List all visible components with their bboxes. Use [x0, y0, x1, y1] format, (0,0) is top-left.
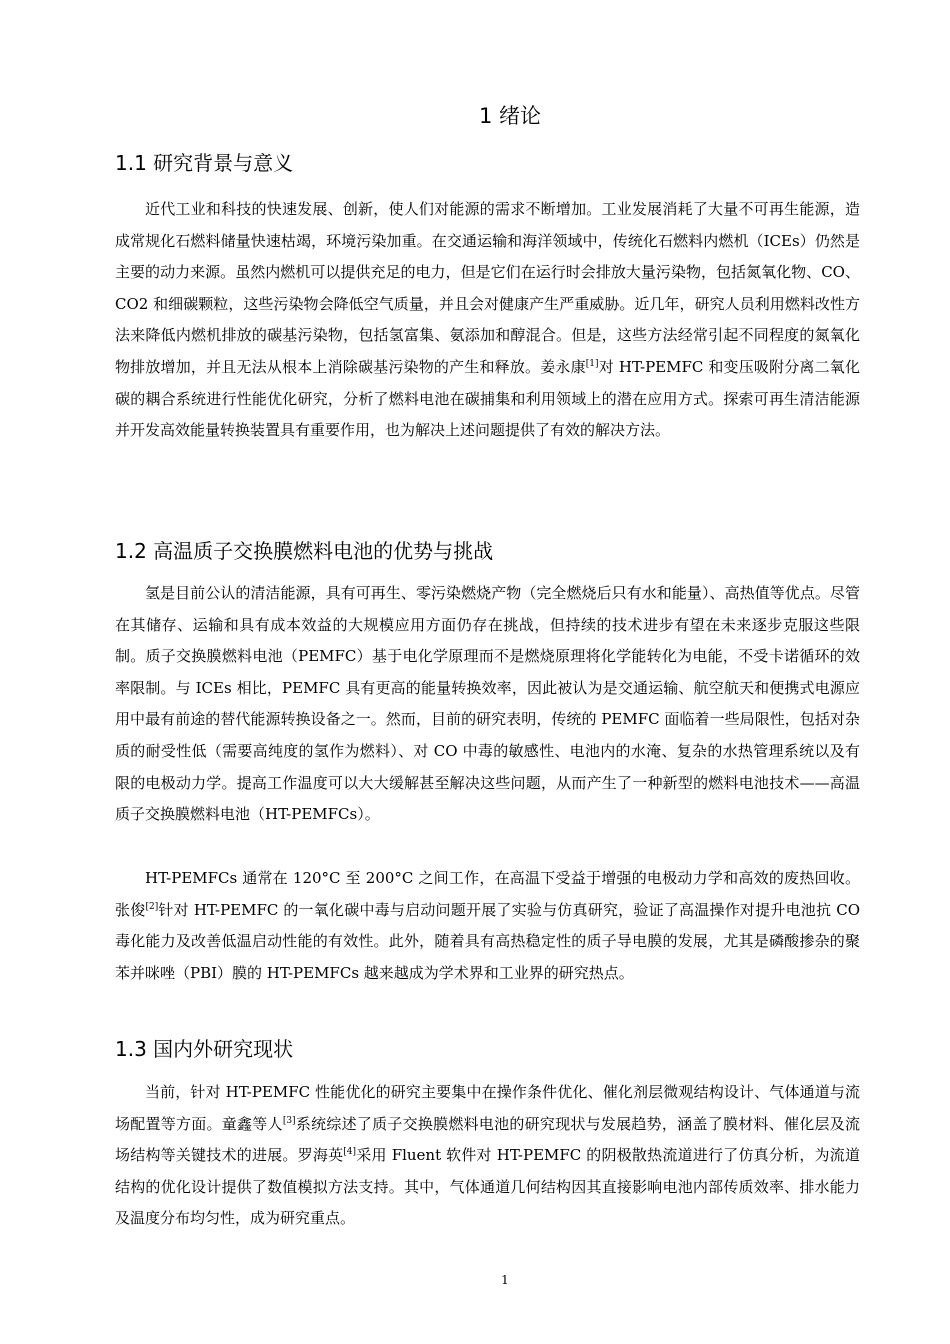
- paragraph-text: 当前，针对 HT-PEMFC 性能优化的研究主要集中在操作条件优化、催化剂层微观结构设计、气体通道与流场配置等方面。童鑫等人: [115, 1083, 860, 1133]
- paragraph-text: 采用 Fluent 软件对 HT-PEMFC 的阴极散热流道进行了仿真分析，为流道结构的优化设计提供了数值模拟方法支持。其中，气体通道几何结构因其直接影响电池内部传质效率、排水能力及温度分布均匀性，成为研究重点。: [115, 1146, 860, 1228]
- citation-ref: [2]: [145, 901, 159, 912]
- paragraph-text: 对 HT-PEMFC 和变压吸附分离二氧化碳的耦合系统进行性能优化研究，分析了燃料电池在碳捕集和利用领域上的潜在应用方式。探索可再生清洁能源并开发高效能量转换装置具有重要作用，也为解决上述问题提供了有效的解决方法。: [115, 357, 860, 440]
- paragraph: [115, 1077, 860, 1235]
- paragraph: [115, 194, 860, 447]
- section-heading-1-2: 1.2 高温质子交换膜燃料电池的优势与挑战: [115, 539, 494, 563]
- page-number: 1: [501, 1273, 509, 1287]
- paragraph-text: 针对 HT-PEMFC 的一氧化碳中毒与启动问题开展了实验与仿真研究，验证了高温操作对提升电池抗 CO 毒化能力及改善低温启动性能的有效性。此外，随着具有高热稳定性的质子导电膜的发展，尤其是磷酸掺杂的聚苯并咪唑（PBI）膜的 HT-PEMFCs 越来越成为学术界和工业界的研究热点。: [115, 900, 860, 982]
- section-heading-1-1: 1.1 研究背景与意义: [115, 151, 294, 175]
- paragraph-text: 近代工业和科技的快速发展、创新，使人们对能源的需求不断增加。工业发展消耗了大量不可再生能源，造成常规化石燃料储量快速枯竭，环境污染加重。在交通运输和海洋领域中，传统化石燃料内燃机（ICEs）仍然是主要的动力来源。虽然内燃机可以提供充足的电力，但是它们在运行时会排放大量污染物，包括氮氧化物、CO、CO2 和细碳颗粒，这些污染物会降低空气质量，并且会对健康产生严重威胁。近几年，研究人员利用燃料改性方法来降低内燃机排放的碳基污染物，包括氢富集、氨添加和醇混合。但是，这些方法经常引起不同程度的氮氧化物排放增加，并且无法从根本上消除碳基污染物的产生和释放。姜永康: [115, 200, 860, 376]
- section-heading-1-3: 1.3 国内外研究现状: [115, 1037, 294, 1061]
- paragraph-text: HT-PEMFCs 通常在 120°C 至 200°C 之间工作，在高温下受益于增强的电极动力学和高效的废热回收。张俊: [115, 869, 860, 919]
- citation-ref: [3]: [282, 1115, 296, 1126]
- chapter-title: 1 绪论: [478, 104, 542, 128]
- paragraph-text: 系统综述了质子交换膜燃料电池的研究现状与发展趋势，涵盖了膜材料、催化层及流场结构等关键技术的进展。罗海英: [115, 1114, 860, 1165]
- citation-ref: [4]: [343, 1147, 357, 1158]
- citation-ref: [1]: [585, 358, 599, 369]
- paragraph-text: 氢是目前公认的清洁能源，具有可再生、零污染燃烧产物（完全燃烧后只有水和能量）、高热值等优点。尽管在其储存、运输和具有成本效益的大规模应用方面仍存在挑战，但持续的技术进步有望在未来逐步克服这些限制。质子交换膜燃料电池（PEMFC）基于电化学原理而不是燃烧原理将化学能转化为电能，不受卡诺循环的效率限制。与 ICEs 相比，PEMFC 具有更高的能量转换效率，因此被认为是交通运输、航空航天和便携式电源应用中最有前途的替代能源转换设备之一。然而，目前的研究表明，传统的 PEMFC 面临着一些局限性，包括对杂质的耐受性低（需要高纯度的氢作为燃料）、对 CO 中毒的敏感性、电池内的水淹、复杂的水热管理系统以及有限的电极动力学。提高工作温度可以大大缓解甚至解决这些问题，从而产生了一种新型的燃料电池技术——高温质子交换膜燃料电池（HT-PEMFCs）。: [115, 584, 860, 824]
- paragraph: [115, 863, 860, 989]
- paragraph: [115, 578, 860, 831]
